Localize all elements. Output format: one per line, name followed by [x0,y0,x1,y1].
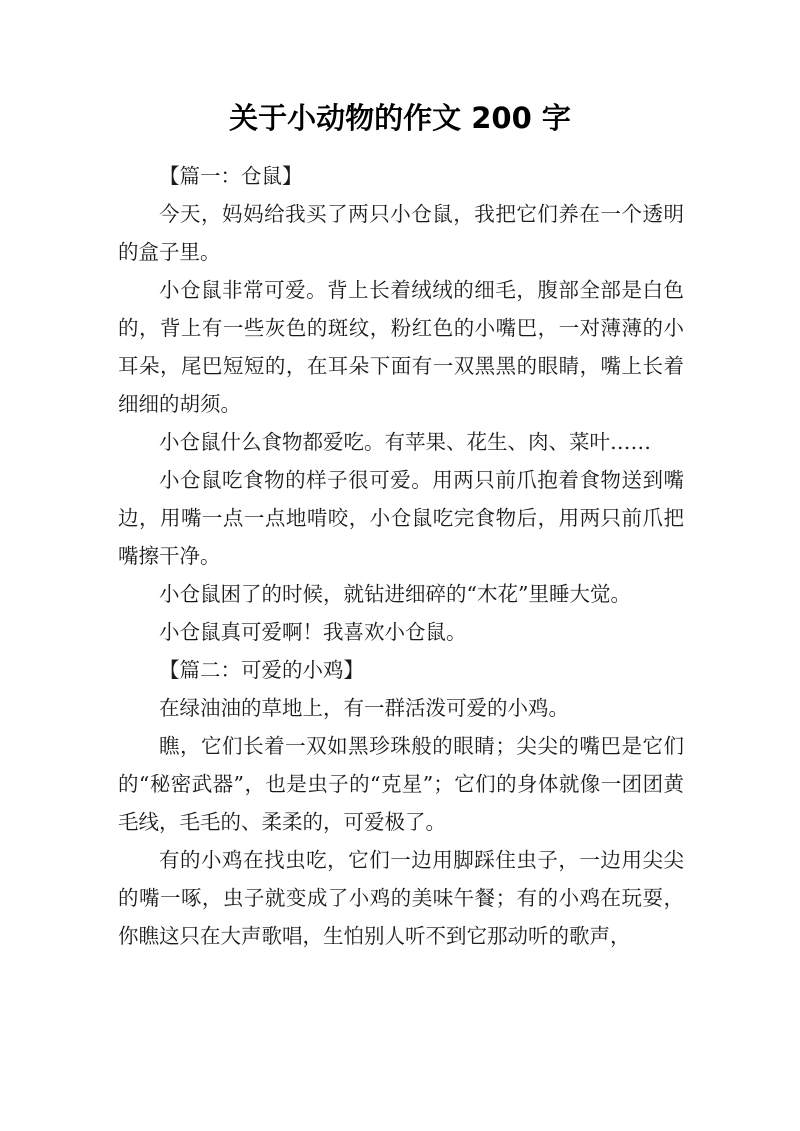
paragraph: 瞧，它们长着一双如黑珍珠般的眼睛；尖尖的嘴巴是它们的“秘密武器”，也是虫子的“克星”；它们的身体就像一团团黄毛线，毛毛的、柔柔的，可爱极了。 [118,734,684,834]
section-heading-chick: 【篇二：可爱的小鸡】 [159,658,364,682]
paragraph: 小仓鼠真可爱啊！我喜欢小仓鼠。 [159,620,467,644]
paragraph: 小仓鼠吃食物的样子很可爱。用两只前爪抱着食物送到嘴边，用嘴一点一点地啃咬，小仓鼠吃完食物后，用两只前爪把嘴擦干净。 [118,468,684,568]
paragraph: 今天，妈妈给我买了两只小仓鼠，我把它们养在一个透明的盒子里。 [118,202,684,264]
section-heading-hamster: 【篇一：仓鼠】 [159,164,303,188]
document-title: 关于小动物的作文 200 字 [229,101,571,135]
paragraph: 小仓鼠困了的时候，就钻进细碎的“木花”里睡大觉。 [159,582,631,606]
paragraph: 小仓鼠非常可爱。背上长着绒绒的细毛，腹部全部是白色的，背上有一些灰色的斑纹，粉红色的小嘴巴，一对薄薄的小耳朵，尾巴短短的，在耳朵下面有一双黑黑的眼睛，嘴上长着细细的胡须。 [118,278,684,416]
document-body [118,157,684,955]
paragraph: 在绿油油的草地上，有一群活泼可爱的小鸡。 [159,696,569,720]
paragraph: 有的小鸡在找虫吃，它们一边用脚踩住虫子，一边用尖尖的嘴一啄，虫子就变成了小鸡的美味午餐；有的小鸡在玩耍，你瞧这只在大声歌唱，生怕别人听不到它那动听的歌声， [118,848,684,948]
paragraph: 小仓鼠什么食物都爱吃。有苹果、花生、肉、菜叶…… [159,430,651,454]
